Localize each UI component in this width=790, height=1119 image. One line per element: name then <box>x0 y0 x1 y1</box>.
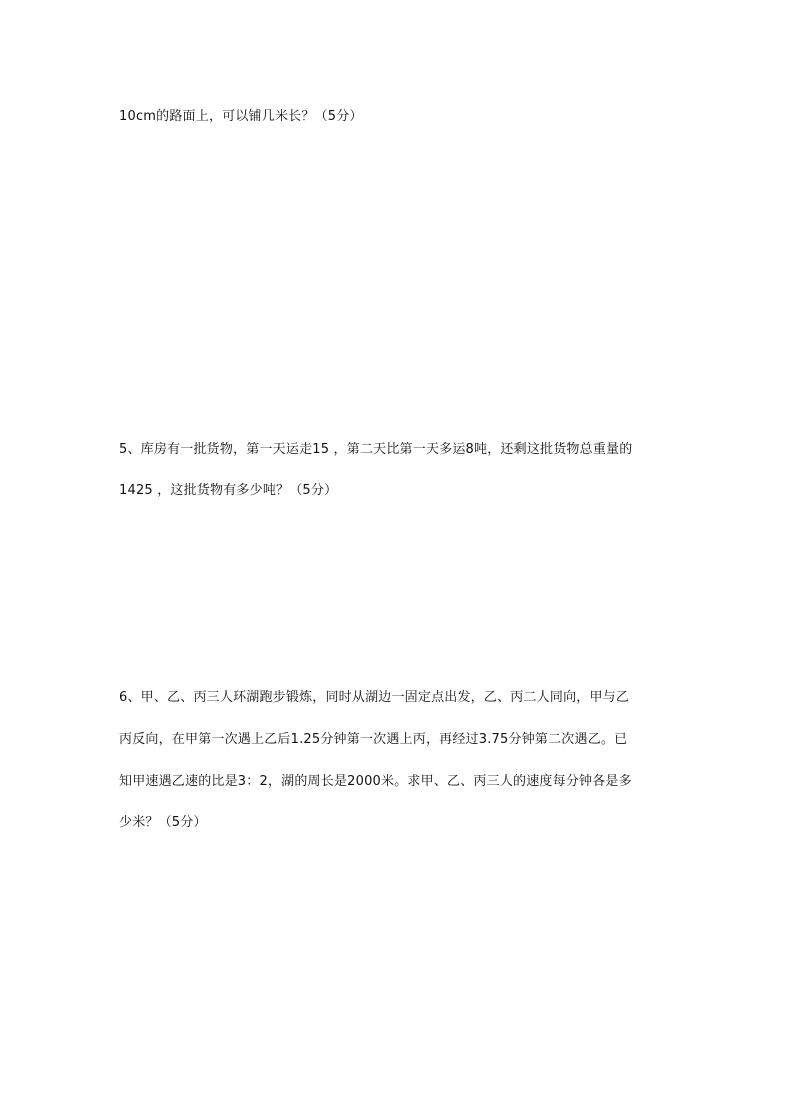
question-6-line-1: 6、甲、乙、丙三人环湖跑步锻炼，同时从湖边一固定点出发，乙、丙二人同向，甲与乙 <box>119 690 630 705</box>
question-6-line-4: 少米？（5分） <box>119 815 207 830</box>
question-6-line-2: 丙反向，在甲第一次遇上乙后1.25分钟第一次遇上丙，再经过3.75分钟第二次遇乙。已 <box>119 732 628 747</box>
question-5-line-1: 5、库房有一批货物，第一天运走15 ，第二天比第一天多运8吨，还剩这批货物总重量的 <box>119 442 633 457</box>
question-4-continuation: 10cm的路面上，可以铺几米长？（5分） <box>119 109 363 124</box>
question-5-line-2: 1425 ，这批货物有多少吨？（5分） <box>119 483 338 498</box>
question-6-line-3: 知甲速遇乙速的比是3：2，湖的周长是2000米。求甲、乙、丙三人的速度每分钟各是多 <box>119 774 632 789</box>
